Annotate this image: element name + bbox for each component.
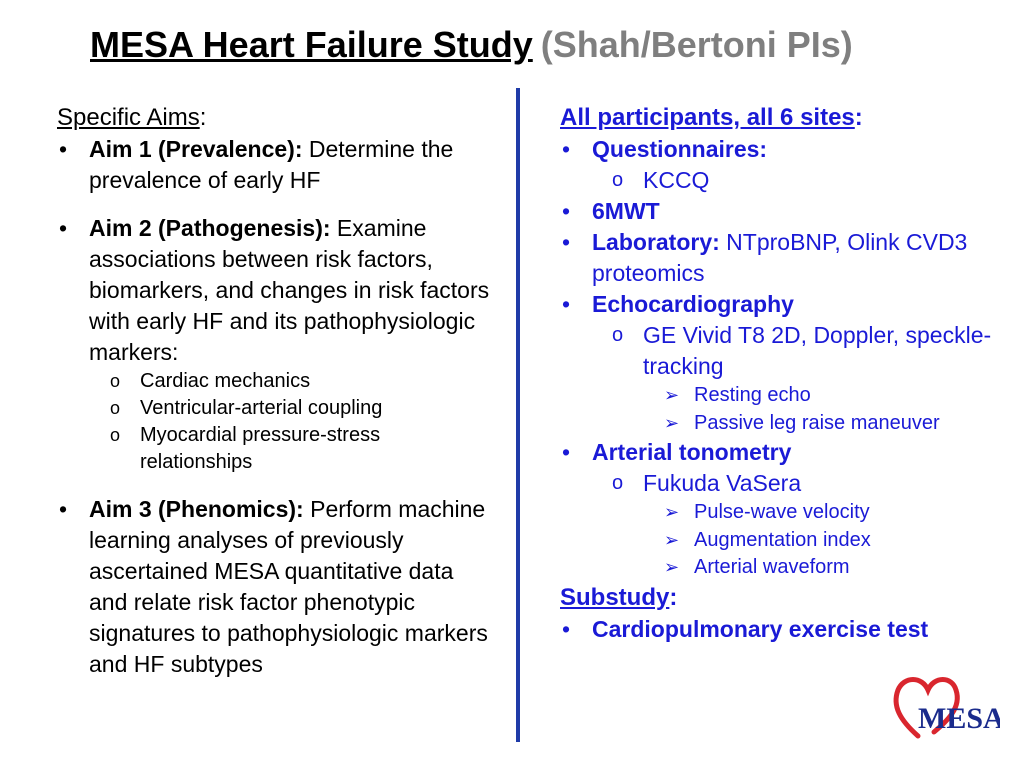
- circle-bullet-icon: o: [110, 425, 121, 445]
- participants-heading: All participants, all 6 sites:: [560, 104, 863, 131]
- list-item: • Laboratory: NTproBNP, Olink CVD3 proteomics: [562, 229, 968, 286]
- list-item: ➢ Passive leg raise maneuver: [560, 410, 1000, 438]
- list-item: • 6MWT: [560, 196, 1000, 227]
- svg-text:MESA: MESA: [918, 702, 1000, 735]
- list-item: o Fukuda VaSera: [560, 468, 1000, 499]
- bullet-icon: •: [562, 439, 571, 465]
- column-divider: [516, 88, 520, 742]
- arrow-bullet-icon: ➢: [664, 557, 680, 577]
- bullet-icon: •: [562, 615, 571, 642]
- bullet-icon: •: [562, 198, 571, 224]
- list-item: ➢ Pulse-wave velocity: [560, 499, 1000, 527]
- list-item: • Arterial tonometry: [560, 437, 1000, 468]
- aim-3: [57, 494, 497, 680]
- aim-1: [57, 134, 497, 196]
- circle-bullet-icon: o: [110, 371, 121, 391]
- bullet-icon: •: [59, 215, 68, 241]
- circle-bullet-icon: o: [612, 472, 624, 494]
- aim-2-label: Aim 2 (Pathogenesis):: [89, 215, 331, 241]
- list-item: o KCCQ: [560, 165, 1000, 196]
- arrow-bullet-icon: ➢: [664, 529, 680, 550]
- aim-2: [57, 213, 497, 368]
- list-item: ➢ Augmentation index: [560, 527, 1000, 555]
- specific-aims-column: [57, 102, 497, 680]
- list-item: o Ventricular-arterial coupling: [57, 395, 497, 422]
- heart-logo-icon: [890, 670, 1000, 745]
- aim-3-label: Aim 3 (Phenomics):: [89, 496, 304, 522]
- circle-bullet-icon: o: [612, 169, 624, 191]
- list-item: o Cardiac mechanics: [57, 368, 497, 395]
- bullet-icon: •: [59, 136, 68, 162]
- bullet-icon: •: [59, 496, 68, 522]
- list-item: ➢ Arterial waveform: [560, 554, 1000, 582]
- title-main: MESA Heart Failure Study: [90, 24, 533, 65]
- title-investigators: (Shah/Bertoni PIs): [540, 24, 853, 65]
- aim-1-label: Aim 1 (Prevalence):: [89, 136, 303, 162]
- substudy-heading: Substudy:: [560, 583, 678, 611]
- slide-title: [90, 24, 853, 66]
- list-item: o Myocardial pressure-stress relationships: [110, 424, 381, 473]
- bullet-icon: •: [562, 291, 571, 317]
- arrow-bullet-icon: ➢: [664, 502, 680, 522]
- list-item: o GE Vivid T8 2D, Doppler, speckle-tracking: [612, 322, 992, 379]
- list-item: • Cardiopulmonary exercise test: [560, 614, 1000, 645]
- bullet-icon: •: [562, 229, 571, 255]
- arrow-bullet-icon: ➢: [664, 412, 680, 433]
- circle-bullet-icon: o: [110, 398, 121, 418]
- participants-column: [560, 102, 1000, 645]
- aim-2-markers: [57, 368, 497, 476]
- aim-2-text: Examine associations between risk factors, biomarkers, and changes in risk factors with early HF and its pathophysiologic markers:: [89, 215, 490, 365]
- bullet-icon: •: [562, 136, 571, 162]
- arrow-bullet-icon: ➢: [664, 385, 680, 405]
- aim-1-text: Determine the prevalence of early HF: [89, 136, 454, 193]
- list-item: ➢ Resting echo: [560, 382, 1000, 410]
- list-item: • Questionnaires:: [560, 134, 1000, 165]
- specific-aims-heading: Specific Aims:: [57, 104, 207, 131]
- aim-3-text: Perform machine learning analyses of previously ascertained MESA quantitative data and relate risk factor phenotypic signatures to pathophysiologic markers and HF subtypes: [89, 496, 488, 677]
- mesa-logo: [890, 670, 1000, 745]
- list-item: • Echocardiography: [560, 289, 1000, 320]
- circle-bullet-icon: o: [612, 324, 624, 346]
